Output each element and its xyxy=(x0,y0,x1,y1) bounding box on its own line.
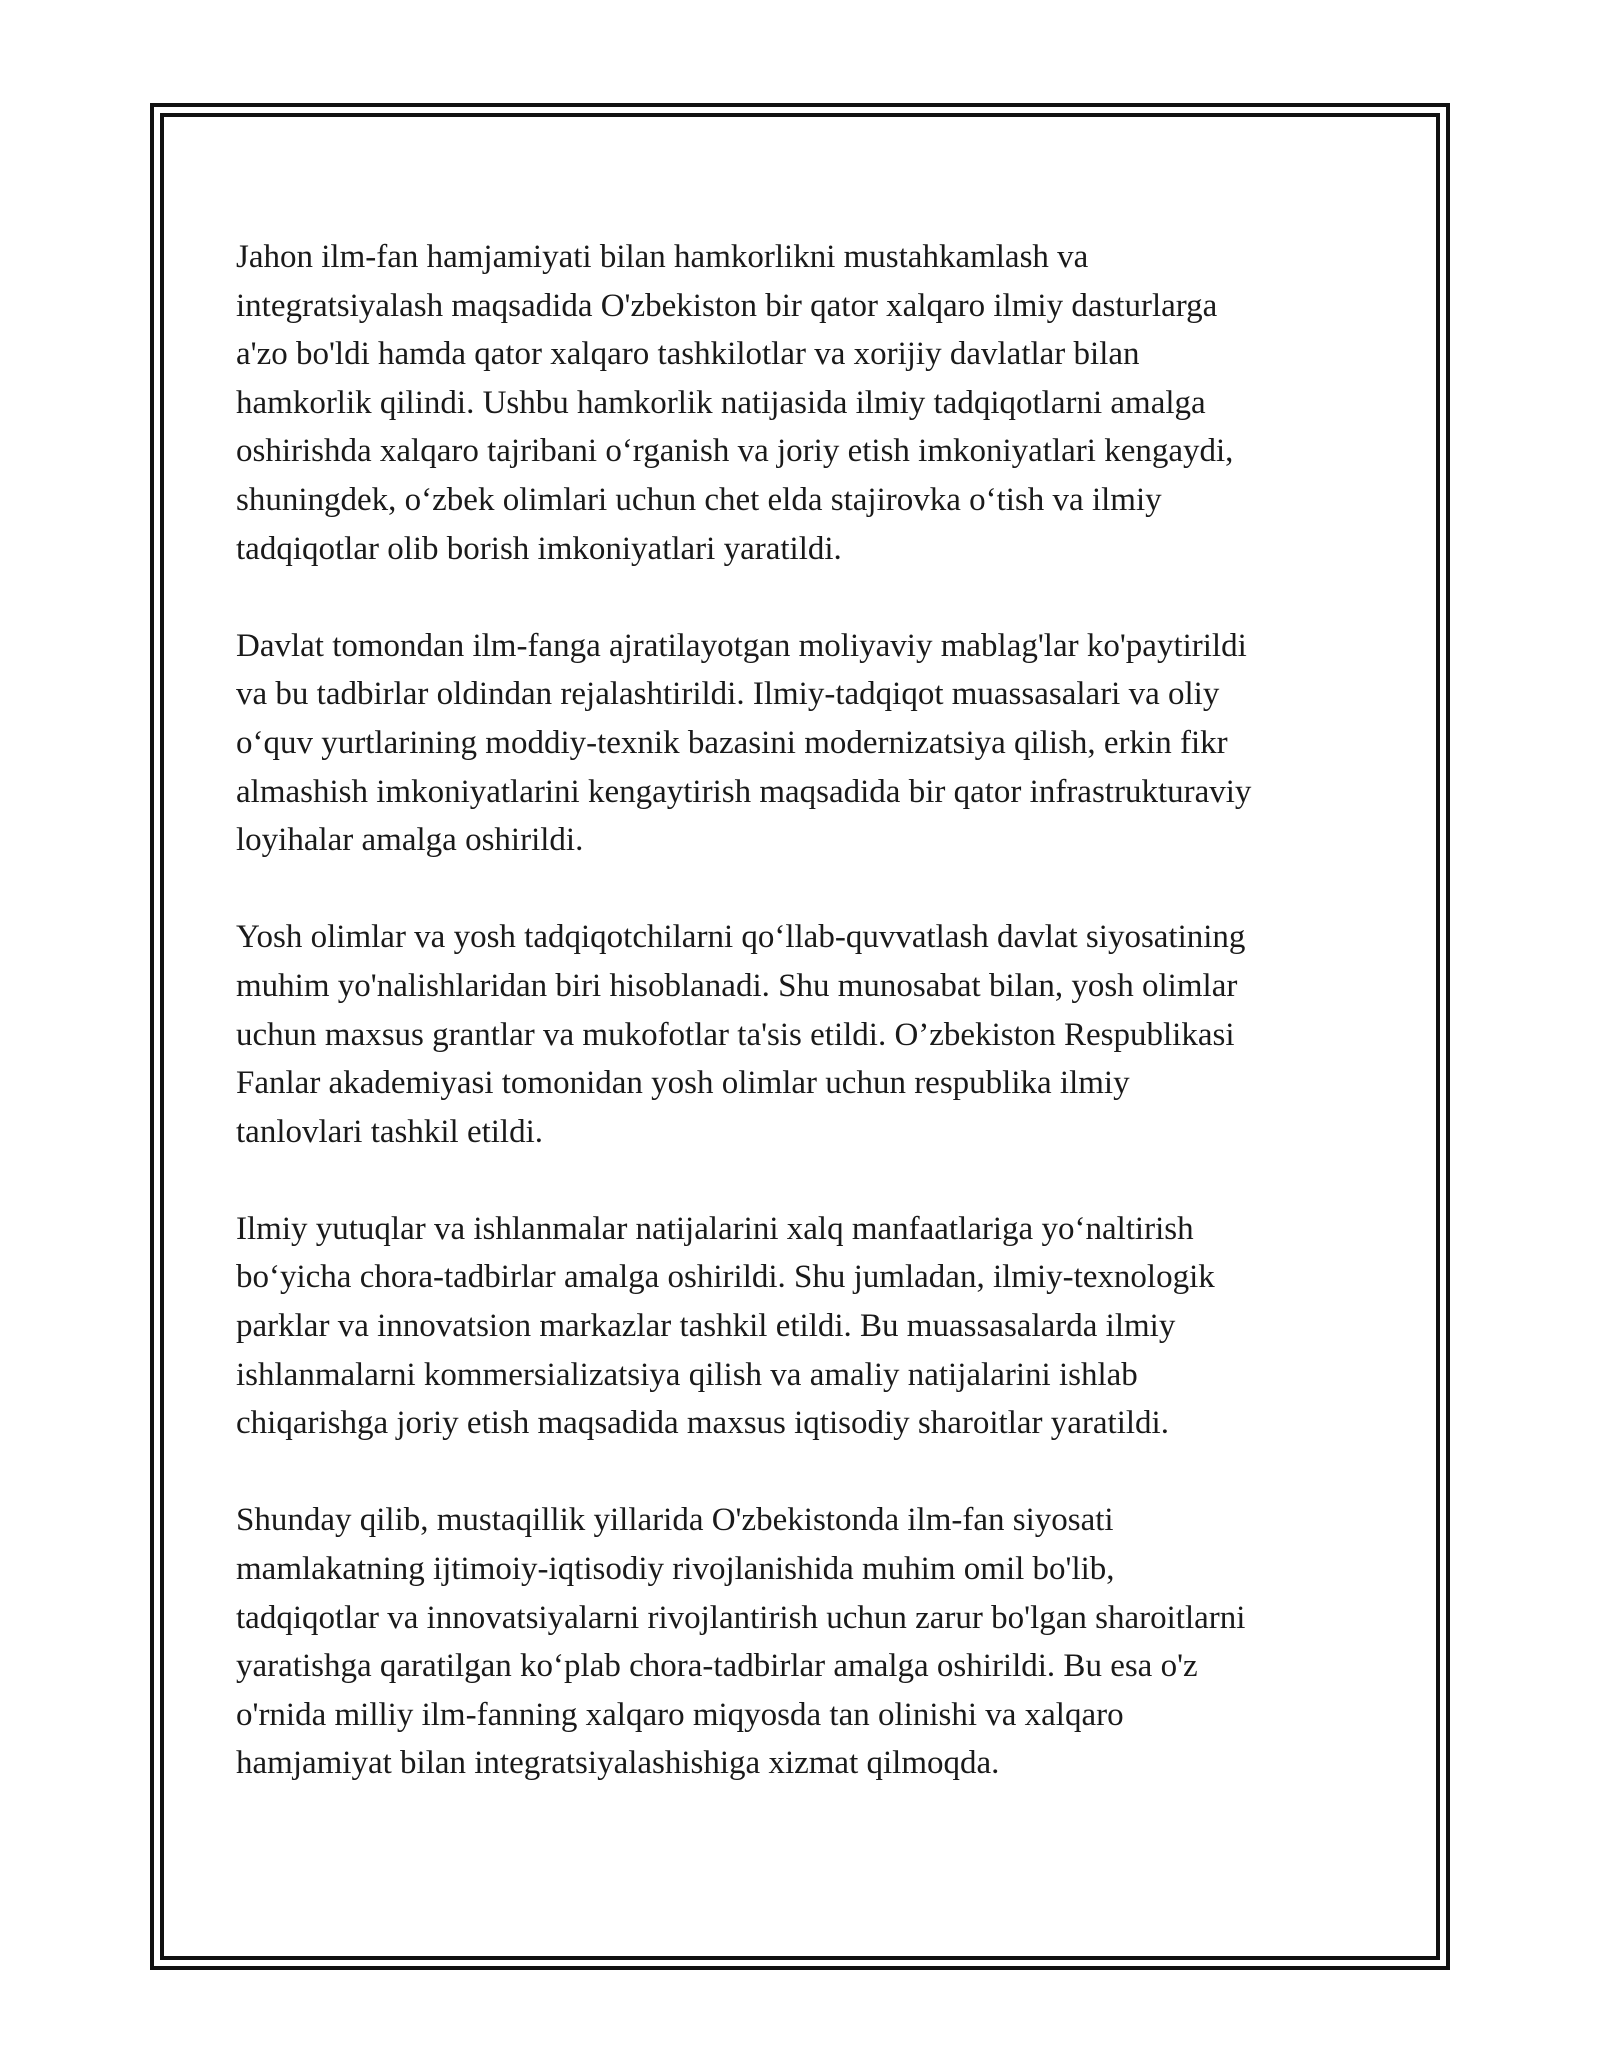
text-line: shuningdek, o‘zbek olimlari uchun chet elda stajirovka o‘tish va ilmiy xyxy=(236,481,1162,518)
text-line: hamjamiyat bilan integratsiyalashishiga xizmat qilmoqda. xyxy=(236,1745,1000,1782)
text-line: tadqiqotlar va innovatsiyalarni rivojlantirish uchun zarur bo'lgan sharoitlarni xyxy=(236,1599,1246,1636)
text-line: yaratishga qaratilgan ko‘plab chora-tadbirlar amalga oshirildi. Bu esa o'z xyxy=(236,1648,1198,1685)
text-line: ishlanmalarni kommersializatsiya qilish va amaliy natijalarini ishlab xyxy=(236,1356,1138,1393)
text-line: chiqarishga joriy etish maqsadida maxsus iqtisodiy sharoitlar yaratildi. xyxy=(236,1405,1169,1442)
text-line: Shunday qilib, mustaqillik yillarida O'zbekistonda ilm-fan siyosati xyxy=(236,1502,1114,1539)
text-line: Jahon ilm-fan hamjamiyati bilan hamkorlikni mustahkamlash va xyxy=(236,239,1089,275)
document-body xyxy=(236,233,1376,1837)
text-line: Davlat tomondan ilm-fanga ajratilayotgan moliyaviy mablag'lar ko'paytirildi xyxy=(236,627,1247,664)
text-line: o‘quv yurtlarining moddiy-texnik bazasini modernizatsiya qilish, erkin fikr xyxy=(236,724,1228,761)
text-line: o'rnida milliy ilm-fanning xalqaro miqyosda tan olinishi va xalqaro xyxy=(236,1696,1124,1733)
text-line: oshirishda xalqaro tajribani o‘rganish va joriy etish imkoniyatlari kengaydi, xyxy=(236,433,1234,470)
paragraph-scientific-achievements xyxy=(236,1205,1376,1448)
text-line: parklar va innovatsion markazlar tashkil etildi. Bu muassasalarda ilmiy xyxy=(236,1308,1176,1345)
text-line: bo‘yicha chora-tadbirlar amalga oshirildi. Shu jumladan, ilmiy-texnologik xyxy=(236,1259,1215,1296)
text-line: almashish imkoniyatlarini kengaytirish maqsadida bir qator infrastrukturaviy xyxy=(236,773,1252,810)
text-line: loyihalar amalga oshirildi. xyxy=(236,822,584,859)
text-line: va bu tadbirlar oldindan rejalashtirildi. Ilmiy-tadqiqot muassasalari va oliy xyxy=(236,676,1220,713)
text-line: muhim yo'nalishlaridan biri hisoblanadi. Shu munosabat bilan, yosh olimlar xyxy=(236,967,1238,1004)
text-line: tadqiqotlar olib borish imkoniyatlari yaratildi. xyxy=(236,530,842,567)
paragraph-conclusion xyxy=(236,1496,1376,1788)
text-line: uchun maxsus grantlar va mukofotlar ta'sis etildi. O’zbekiston Respublikasi xyxy=(236,1016,1235,1053)
text-line: Fanlar akademiyasi tomonidan yosh olimlar uchun respublika ilmiy xyxy=(236,1065,1130,1102)
paragraph-young-scientists xyxy=(236,913,1376,1156)
text-line: hamkorlik qilindi. Ushbu hamkorlik natijasida ilmiy tadqiqotlarni amalga xyxy=(236,384,1206,421)
text-line: mamlakatning ijtimoiy-iqtisodiy rivojlanishida muhim omil bo'lib, xyxy=(236,1551,1115,1588)
text-line: Yosh olimlar va yosh tadqiqotchilarni qo‘llab-quvvatlash davlat siyosatining xyxy=(236,919,1246,956)
text-line: Ilmiy yutuqlar va ishlanmalar natijalarini xalq manfaatlariga yo‘naltirish xyxy=(236,1210,1194,1247)
paragraph-international-cooperation xyxy=(236,233,1376,573)
text-line: integratsiyalash maqsadida O'zbekiston bir qator xalqaro ilmiy dasturlarga xyxy=(236,287,1218,324)
text-line: tanlovlari tashkil etildi. xyxy=(236,1113,544,1150)
text-line: a'zo bo'ldi hamda qator xalqaro tashkilotlar va xorijiy davlatlar bilan xyxy=(236,336,1140,373)
paragraph-state-funding xyxy=(236,622,1376,865)
